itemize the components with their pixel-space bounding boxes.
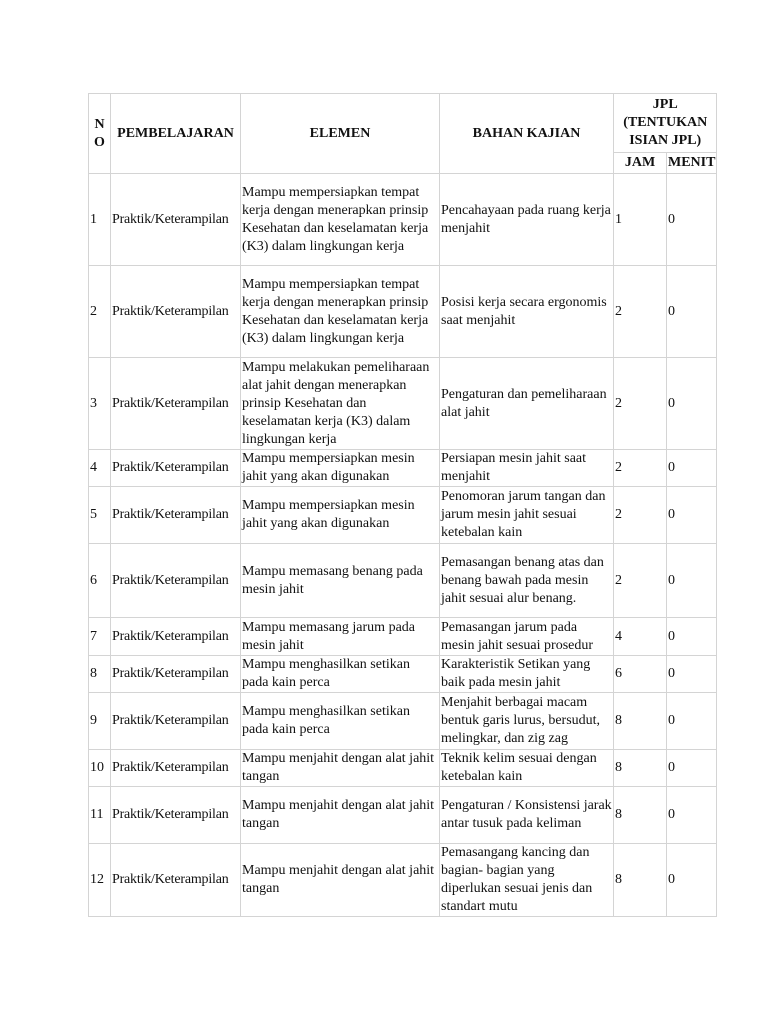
jpl-table — [88, 93, 717, 917]
row-bahan-kajian: Penomoran jarum tangan dan jarum mesin jahit sesuai ketebalan kain — [440, 487, 614, 544]
row-jam: 6 — [614, 656, 667, 693]
header-no — [89, 94, 111, 174]
table-row — [89, 787, 717, 844]
row-menit: 0 — [667, 750, 717, 787]
row-jam: 2 — [614, 487, 667, 544]
row-menit: 0 — [667, 544, 717, 618]
header-row-top — [89, 94, 717, 153]
row-pembelajaran: Praktik/Keterampilan — [111, 266, 241, 358]
header-menit: MENIT — [667, 153, 717, 174]
row-bahan-kajian: Posisi kerja secara ergonomis saat menjahit — [440, 266, 614, 358]
row-number: 10 — [89, 750, 111, 787]
table-row — [89, 693, 717, 750]
row-bahan-kajian: Pemasangan jarum pada mesin jahit sesuai prosedur — [440, 618, 614, 656]
row-menit: 0 — [667, 787, 717, 844]
row-number: 4 — [89, 450, 111, 487]
row-jam: 4 — [614, 618, 667, 656]
row-number: 8 — [89, 656, 111, 693]
row-menit: 0 — [667, 358, 717, 450]
row-bahan-kajian: Pengaturan / Konsistensi jarak antar tusuk pada keliman — [440, 787, 614, 844]
document-sheet — [88, 93, 717, 917]
row-number: 9 — [89, 693, 111, 750]
row-elemen: Mampu menghasilkan setikan pada kain perca — [241, 656, 440, 693]
row-menit: 0 — [667, 693, 717, 750]
row-jam: 8 — [614, 787, 667, 844]
row-menit: 0 — [667, 656, 717, 693]
row-jam: 2 — [614, 358, 667, 450]
row-number: 12 — [89, 844, 111, 917]
header-jpl: JPL (TENTUKAN ISIAN JPL) — [614, 94, 717, 153]
row-number: 11 — [89, 787, 111, 844]
row-bahan-kajian: Menjahit berbagai macam bentuk garis lurus, bersudut, melingkar, dan zig zag — [440, 693, 614, 750]
table-row — [89, 487, 717, 544]
row-pembelajaran: Praktik/Keterampilan — [111, 450, 241, 487]
row-elemen: Mampu mempersiapkan mesin jahit yang akan digunakan — [241, 487, 440, 544]
row-elemen: Mampu mempersiapkan tempat kerja dengan menerapkan prinsip Kesehatan dan keselamatan kerja (K3) dalam lingkungan kerja — [241, 174, 440, 266]
row-menit: 0 — [667, 174, 717, 266]
row-bahan-kajian: Karakteristik Setikan yang baik pada mesin jahit — [440, 656, 614, 693]
row-bahan-kajian: Pemasangan benang atas dan benang bawah pada mesin jahit sesuai alur benang. — [440, 544, 614, 618]
row-menit: 0 — [667, 487, 717, 544]
row-pembelajaran: Praktik/Keterampilan — [111, 656, 241, 693]
row-jam: 2 — [614, 450, 667, 487]
row-elemen: Mampu menjahit dengan alat jahit tangan — [241, 750, 440, 787]
header-jam: JAM — [614, 153, 667, 174]
table-row — [89, 174, 717, 266]
table-row — [89, 358, 717, 450]
row-pembelajaran: Praktik/Keterampilan — [111, 693, 241, 750]
row-elemen: Mampu mempersiapkan tempat kerja dengan menerapkan prinsip Kesehatan dan keselamatan kerja (K3) dalam lingkungan kerja — [241, 266, 440, 358]
header-bahan-kajian: BAHAN KAJIAN — [440, 94, 614, 174]
table-row — [89, 750, 717, 787]
row-pembelajaran: Praktik/Keterampilan — [111, 844, 241, 917]
row-menit: 0 — [667, 266, 717, 358]
row-elemen: Mampu menjahit dengan alat jahit tangan — [241, 787, 440, 844]
row-elemen: Mampu menghasilkan setikan pada kain perca — [241, 693, 440, 750]
row-jam: 8 — [614, 693, 667, 750]
row-jam: 8 — [614, 844, 667, 917]
header-elemen: ELEMEN — [241, 94, 440, 174]
table-row — [89, 618, 717, 656]
row-bahan-kajian: Pencahayaan pada ruang kerja menjahit — [440, 174, 614, 266]
row-elemen: Mampu mempersiapkan mesin jahit yang akan digunakan — [241, 450, 440, 487]
row-menit: 0 — [667, 450, 717, 487]
row-elemen: Mampu memasang jarum pada mesin jahit — [241, 618, 440, 656]
row-pembelajaran: Praktik/Keterampilan — [111, 358, 241, 450]
row-pembelajaran: Praktik/Keterampilan — [111, 174, 241, 266]
row-number: 2 — [89, 266, 111, 358]
row-number: 6 — [89, 544, 111, 618]
row-jam: 2 — [614, 266, 667, 358]
row-number: 7 — [89, 618, 111, 656]
row-bahan-kajian: Pengaturan dan pemeliharaan alat jahit — [440, 358, 614, 450]
row-pembelajaran: Praktik/Keterampilan — [111, 544, 241, 618]
row-elemen: Mampu menjahit dengan alat jahit tangan — [241, 844, 440, 917]
header-no-line2: O — [94, 134, 105, 150]
row-pembelajaran: Praktik/Keterampilan — [111, 750, 241, 787]
row-elemen: Mampu melakukan pemeliharaan alat jahit dengan menerapkan prinsip Kesehatan dan keselamatan kerja (K3) dalam lingkungan kerja — [241, 358, 440, 450]
table-row — [89, 844, 717, 917]
table-row — [89, 266, 717, 358]
table-row — [89, 544, 717, 618]
row-pembelajaran: Praktik/Keterampilan — [111, 787, 241, 844]
row-number: 5 — [89, 487, 111, 544]
table-body — [89, 174, 717, 917]
row-pembelajaran: Praktik/Keterampilan — [111, 487, 241, 544]
header-pembelajaran: PEMBELAJARAN — [111, 94, 241, 174]
row-menit: 0 — [667, 844, 717, 917]
table-row — [89, 656, 717, 693]
row-bahan-kajian: Teknik kelim sesuai dengan ketebalan kain — [440, 750, 614, 787]
row-elemen: Mampu memasang benang pada mesin jahit — [241, 544, 440, 618]
row-menit: 0 — [667, 618, 717, 656]
row-jam: 1 — [614, 174, 667, 266]
row-number: 3 — [89, 358, 111, 450]
row-pembelajaran: Praktik/Keterampilan — [111, 618, 241, 656]
row-jam: 2 — [614, 544, 667, 618]
row-bahan-kajian: Persiapan mesin jahit saat menjahit — [440, 450, 614, 487]
row-number: 1 — [89, 174, 111, 266]
header-no-line1: N — [94, 116, 105, 132]
row-bahan-kajian: Pemasangang kancing dan bagian- bagian yang diperlukan sesuai jenis dan standart mutu — [440, 844, 614, 917]
row-jam: 8 — [614, 750, 667, 787]
table-row — [89, 450, 717, 487]
